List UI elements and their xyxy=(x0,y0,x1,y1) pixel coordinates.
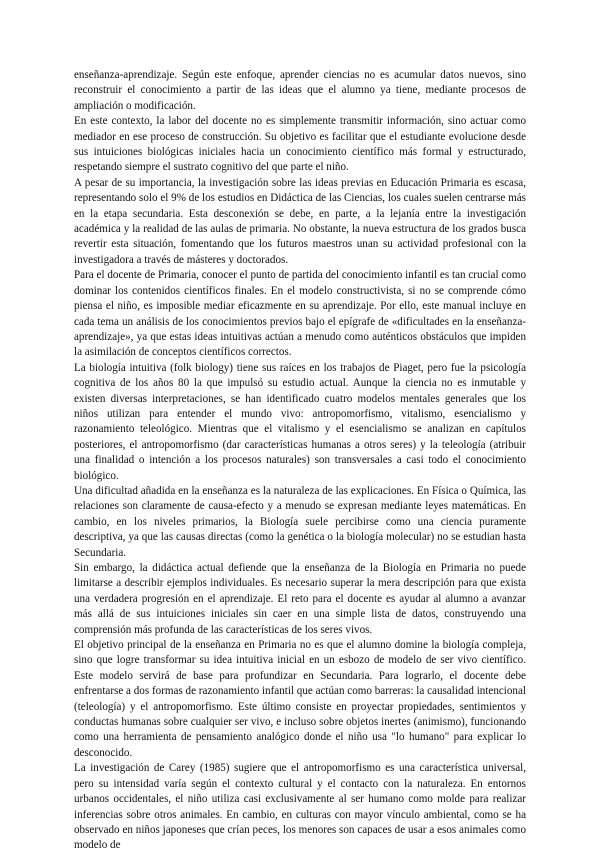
paragraph-3: A pesar de su importancia, la investigación sobre las ideas previas en Educación Primaria es escasa, representando solo el 9% de los estudios en Didáctica de las Ciencias, los cuales suelen centrarse más en la etapa secundaria. Esta desconexión se debe, en parte, a la lejanía entre la investigación académica y la realidad de las aulas de primaria. No obstante, la nueva estructura de los grados busca revertir esta situación, fomentando que los futuros maestros unan su actividad profesional con la investigadora a través de másteres y doctorados. xyxy=(74,176,526,266)
paragraph-7: Sin embargo, la didáctica actual defiende que la enseñanza de la Biología en Primaria no puede limitarse a describir ejemplos individuales. Es necesario superar la mera descripción para que exista una verdadera progresión en el aprendizaje. El reto para el docente es ayudar al alumno a avanzar más allá de sus intuiciones iniciales sin caer en una simple lista de datos, construyendo una comprensión más profunda de las características de los seres vivos. xyxy=(74,562,526,636)
paragraph-8: El objetivo principal de la enseñanza en Primaria no es que el alumno domine la biología compleja, sino que logre transformar su idea intuitiva inicial en un esbozo de modelo de ser vivo científico. Este modelo servirá de base para profundizar en Secundaria. Para lograrlo, el docente debe enfrentarse a dos formas de razonamiento infantil que actúan como barreras: la causalidad intencional (teleología) y el antropomorfismo. Este último consiste en proyectar propiedades, sentimientos y conductas humanas sobre cualquier ser vivo, e incluso sobre objetos inertes (animismo), funcionando como una herramienta de pensamiento analógico donde el niño usa "lo humano" para explicar lo desconocido. xyxy=(74,639,526,759)
document-page xyxy=(74,68,526,854)
paragraph-2: En este contexto, la labor del docente no es simplemente transmitir información, sino actuar como mediador en ese proceso de construcción. Su objetivo es facilitar que el estudiante evolucione desde sus intuiciones biológicas iniciales hacia un conocimiento científico más formal y estructurado, respetando siempre el sustrato cognitivo del que parte el niño. xyxy=(74,115,526,174)
paragraph-6: Una dificultad añadida en la enseñanza es la naturaleza de las explicaciones. En Física o Química, las relaciones son claramente de causa-efecto y a menudo se expresan mediante leyes matemáticas. En cambio, en los niveles primarios, la Biología suele percibirse como una ciencia puramente descriptiva, ya que las causas directas (como la genética o la biología molecular) no se estudian hasta Secundaria. xyxy=(74,484,526,559)
paragraph-9: La investigación de Carey (1985) sugiere que el antropomorfismo es una característica universal, pero su intensidad varía según el contexto cultural y el contacto con la naturaleza. En entornos urbanos occidentales, el niño utiliza casi exclusivamente al ser humano como molde para realizar inferencias sobre otros animales. En cambio, en culturas con mayor vínculo ambiental, como se ha observado en niños japoneses que crían peces, los menores son capaces de usar a esos animales como modelo de xyxy=(74,762,526,852)
paragraph-1: enseñanza-aprendizaje. Según este enfoque, aprender ciencias no es acumular datos nuevos, sino reconstruir el conocimiento a partir de las ideas que el alumno ya tiene, mediante procesos de ampliación o modificación. xyxy=(74,69,526,112)
paragraph-5: La biología intuitiva (folk biology) tiene sus raíces en los trabajos de Piaget, pero fue la psicología cognitiva de los años 80 la que impulsó su estudio actual. Aunque la ciencia no es inmutable y existen diversas interpretaciones, se han identificado cuatro modelos mentales generales que los niños utilizan para entender el mundo vivo: antropomorfismo, vitalismo, esencialismo y razonamiento teleológico. Mientras que el vitalismo y el esencialismo se analizan en capítulos posteriores, el antropomorfismo (dar características humanas a otros seres) y la teleología (atribuir una finalidad o intención a los procesos naturales) son transversales a casi todo el conocimiento biológico. xyxy=(74,361,526,482)
paragraph-4: Para el docente de Primaria, conocer el punto de partida del conocimiento infantil es tan crucial como dominar los contenidos científicos finales. En el modelo constructivista, si no se comprende cómo piensa el niño, es imposible mediar eficazmente en su aprendizaje. Por ello, este manual incluye en cada tema un análisis de los conocimientos previos bajo el epígrafe de «dificultades en la enseñanza-aprendizaje», ya que estas ideas intuitivas actúan a menudo como auténticos obstáculos que impiden la asimilación de conceptos científicos correctos. xyxy=(74,269,526,359)
